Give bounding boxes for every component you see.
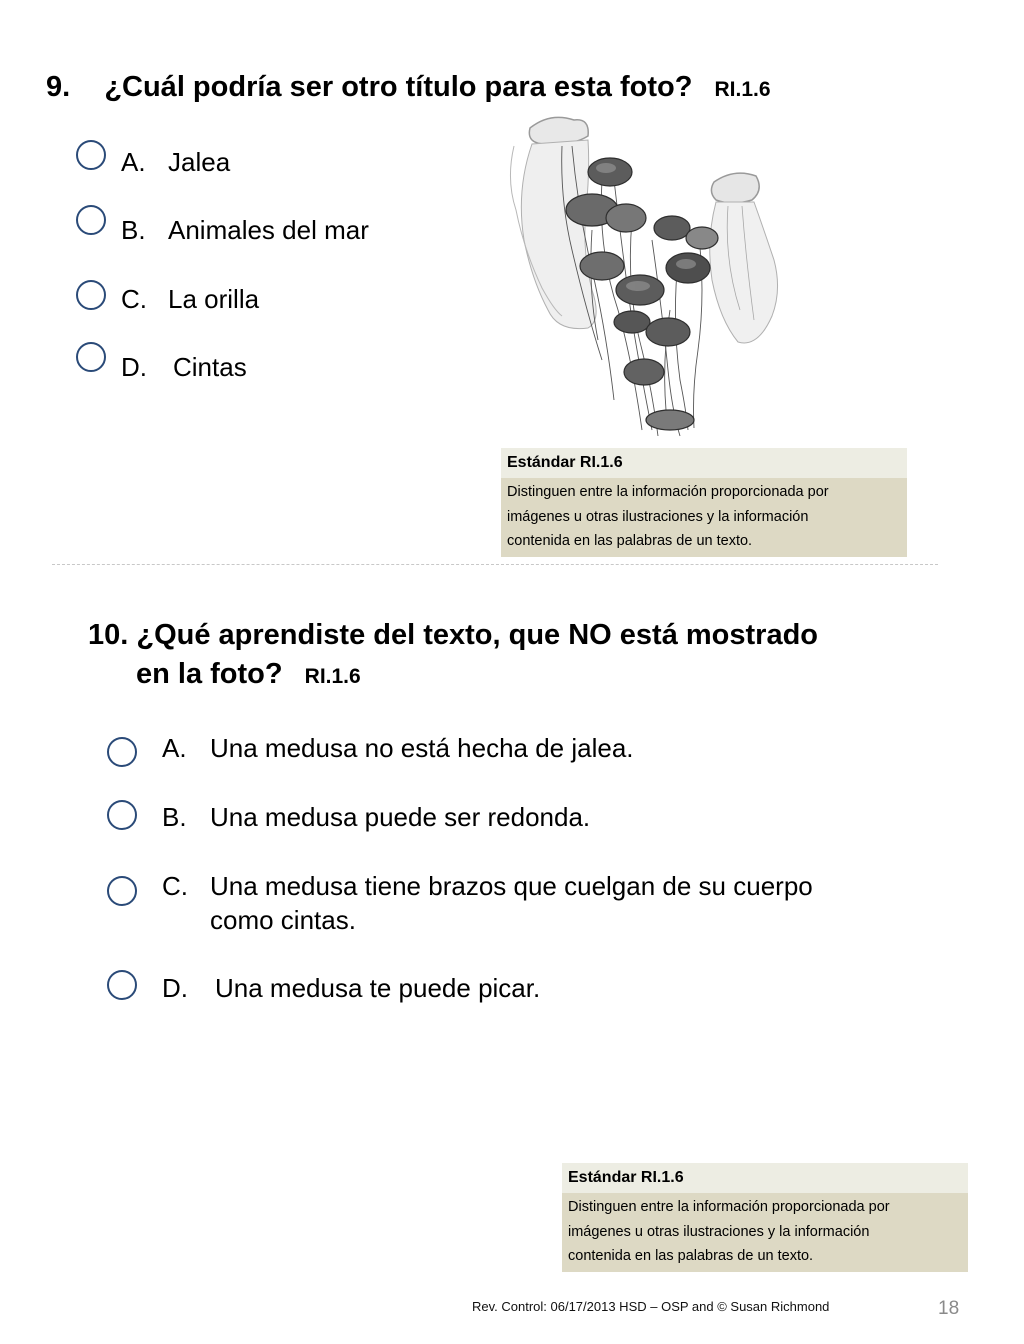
q9-option-c-letter: C. bbox=[121, 284, 147, 314]
standard-box-q10-line: contenida en las palabras de un texto. bbox=[568, 1248, 814, 1264]
question-9-standard: RI.1.6 bbox=[714, 78, 771, 101]
q10-option-d-text: Una medusa te puede picar. bbox=[215, 973, 541, 1003]
question-10-text-line-2: en la foto? bbox=[136, 658, 283, 690]
q10-option-d-radio[interactable] bbox=[107, 970, 137, 1000]
q9-option-a[interactable] bbox=[121, 145, 230, 179]
question-10-standard: RI.1.6 bbox=[304, 665, 361, 688]
standard-box-q10 bbox=[562, 1163, 968, 1272]
standard-box-q9-line: Distinguen entre la información proporcionada por bbox=[507, 484, 829, 500]
q9-option-d-radio[interactable] bbox=[76, 342, 106, 372]
footer-revision: Rev. Control: 06/17/2013 HSD – OSP and © Susan Richmond bbox=[472, 1299, 830, 1314]
q9-option-c[interactable] bbox=[121, 282, 259, 316]
q10-option-a-letter: A. bbox=[162, 733, 187, 763]
standard-box-q9-title: Estándar RI.1.6 bbox=[501, 448, 907, 478]
q9-option-a-text: Jalea bbox=[168, 147, 231, 177]
standard-box-q9-description bbox=[501, 478, 907, 557]
q10-option-c-text-line-2: como cintas. bbox=[210, 905, 356, 935]
q9-option-a-letter: A. bbox=[121, 147, 146, 177]
q10-option-d-letter: D. bbox=[162, 973, 188, 1003]
q10-option-d[interactable] bbox=[162, 971, 922, 1005]
standard-box-q10-title: Estándar RI.1.6 bbox=[562, 1163, 968, 1193]
q10-option-c[interactable] bbox=[162, 869, 922, 937]
q10-option-a-radio[interactable] bbox=[107, 737, 137, 767]
question-9-text: ¿Cuál podría ser otro título para esta foto? bbox=[104, 71, 693, 103]
q9-option-b-radio[interactable] bbox=[76, 205, 106, 235]
q9-option-b-text: Animales del mar bbox=[168, 215, 369, 245]
q9-option-b-letter: B. bbox=[121, 215, 146, 245]
q10-option-c-radio[interactable] bbox=[107, 876, 137, 906]
standard-box-q10-line: imágenes u otras ilustraciones y la información bbox=[568, 1223, 870, 1240]
q10-option-b-radio[interactable] bbox=[107, 800, 137, 830]
standard-box-q10-line: Distinguen entre la información proporcionada por bbox=[568, 1199, 890, 1215]
q9-option-d-letter: D. bbox=[121, 352, 147, 382]
question-10-line-1: 10. ¿Qué aprendiste del texto, que NO está mostrado bbox=[88, 619, 819, 651]
q10-option-b-letter: B. bbox=[162, 802, 187, 832]
q10-option-a[interactable] bbox=[162, 731, 922, 765]
q9-option-a-radio[interactable] bbox=[76, 140, 106, 170]
q9-option-b[interactable] bbox=[121, 213, 369, 247]
q10-option-a-text: Una medusa no está hecha de jalea. bbox=[210, 733, 634, 763]
q10-option-c-text: Una medusa tiene brazos que cuelgan de su cuerpo bbox=[210, 871, 813, 901]
jellyfish-photo bbox=[502, 110, 784, 442]
standard-box-q9-line: imágenes u otras ilustraciones y la información bbox=[507, 508, 809, 525]
standard-box-q9-line: contenida en las palabras de un texto. bbox=[507, 533, 753, 549]
standard-box-q9 bbox=[501, 448, 907, 557]
q9-option-d-text: Cintas bbox=[173, 352, 247, 382]
q9-option-c-radio[interactable] bbox=[76, 280, 106, 310]
page-number: 18 bbox=[938, 1298, 960, 1319]
question-9-number: 9. bbox=[46, 71, 71, 103]
question-9-title bbox=[46, 68, 771, 109]
q9-option-d[interactable] bbox=[121, 350, 247, 384]
standard-box-q10-description bbox=[562, 1193, 968, 1272]
q10-option-b[interactable] bbox=[162, 800, 922, 834]
question-10-line-2 bbox=[136, 655, 361, 696]
q9-option-c-text: La orilla bbox=[168, 284, 260, 314]
q10-option-c-letter: C. bbox=[162, 871, 188, 901]
q10-option-b-text: Una medusa puede ser redonda. bbox=[210, 802, 591, 832]
section-divider bbox=[52, 564, 938, 565]
